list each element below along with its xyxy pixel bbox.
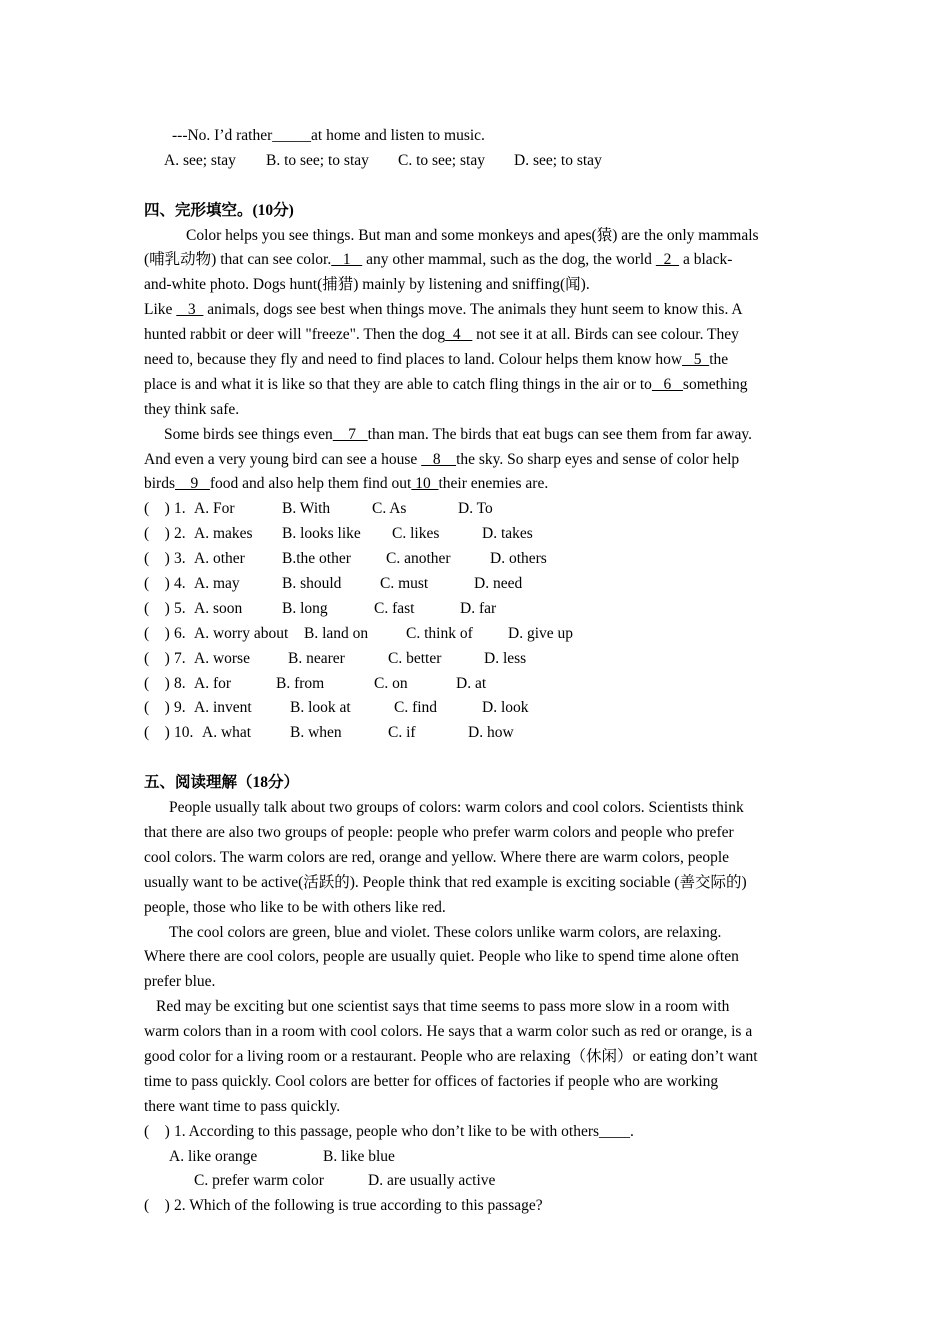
text-segment: Like (144, 301, 177, 319)
cloze-blank-8: 8 (421, 450, 457, 468)
reading-line: The cool colors are green, blue and violet. These colors unlike warm colors, are relaxing. (169, 923, 722, 941)
reading-line: People usually talk about two groups of colors: warm colors and cool colors. Scientists think (169, 799, 744, 817)
option-d: D. look (482, 699, 529, 717)
option-d: D. see; to stay (514, 151, 602, 169)
cloze-paragraph-1-line-2 (144, 248, 812, 273)
cloze-question-row (144, 721, 812, 746)
option-a: A. makes (194, 525, 253, 543)
reading-line: time to pass quickly. Cool colors are better for offices of factories if people who are working (144, 1072, 719, 1090)
option-b: B.the other (282, 550, 351, 568)
reading-line: people, those who like to be with others like red. (144, 898, 446, 916)
text-segment: their enemies are. (438, 475, 549, 493)
text-segment: food and also help them find out (209, 475, 412, 493)
reading-question-1 (144, 1120, 812, 1145)
text-segment: place is and what it is like so that they are able to catch fling things in the air or to (144, 375, 652, 393)
text-segment: birds (144, 475, 175, 493)
cloze-blank-3: 3 (176, 301, 204, 319)
question-number: 6. (174, 624, 186, 642)
text-segment: than man. The birds that eat bugs can see them from far away. (367, 425, 752, 443)
text-segment: (哺乳动物) that can see color. (144, 251, 332, 269)
option-d: D. at (456, 674, 487, 692)
answer-paren: ( ) (144, 624, 170, 642)
cloze-blank-9: 9 (175, 475, 210, 493)
option-b: B. should (282, 575, 342, 593)
option-d: D. far (460, 599, 497, 617)
cloze-question-row (144, 522, 812, 547)
reading-line: usually want to be active(活跃的). People think that red example is exciting sociable (善交际的) (144, 873, 747, 891)
option-d: D. give up (508, 624, 574, 642)
cloze-blank-6: 6 (651, 375, 683, 393)
answer-paren: ( ) (144, 550, 170, 568)
text-segment: need to, because they fly and need to find places to land. Colour helps them know how (144, 351, 683, 369)
text-segment: Color helps you see things. But man and some monkeys and apes(猿) are the only mammals (186, 226, 759, 244)
cloze-question-row (144, 497, 812, 522)
cloze-section-title: 四、完形填空。(10分) (144, 201, 294, 219)
text-segment: the (709, 351, 729, 369)
option-b: B. when (290, 724, 342, 742)
question-number: 9. (174, 699, 186, 717)
answer-paren: ( ) (144, 599, 170, 617)
option-a: A. worry about (194, 624, 289, 642)
reading-line: that there are also two groups of people: people who prefer warm colors and people who prefer (144, 823, 734, 841)
option-d: D. are usually active (368, 1172, 496, 1190)
answer-paren: ( ) (144, 649, 170, 667)
cloze-paragraph-2-line-5 (144, 398, 812, 423)
cloze-paragraph-2-line-2 (144, 323, 812, 348)
question-number: 8. (174, 674, 186, 692)
cloze-question-row (144, 672, 812, 697)
text-segment: Some birds see things even (164, 425, 333, 443)
text-segment: any other mammal, such as the dog, the world (362, 251, 656, 269)
question-number: 2. (174, 525, 186, 543)
question-number: 4. (174, 575, 186, 593)
answer-paren: ( ) (144, 724, 170, 742)
question-number: 10. (174, 724, 194, 742)
cloze-blank-10: 10 (411, 475, 439, 493)
option-c: C. As (372, 500, 407, 518)
option-a: A. what (202, 724, 252, 742)
cloze-blank-7: 7 (332, 425, 368, 443)
option-c: C. find (394, 699, 438, 717)
answer-paren: ( ) (144, 699, 170, 717)
option-c: C. on (374, 674, 408, 692)
reading-line: good color for a living room or a restaurant. People who are relaxing（休闲）or eating don’t want (144, 1047, 758, 1065)
cloze-question-row (144, 622, 812, 647)
reading-line: Red may be exciting but one scientist says that time seems to pass more slow in a room with (156, 998, 730, 1016)
option-c: C. prefer warm color (194, 1172, 324, 1190)
cloze-question-list (144, 497, 812, 746)
option-d: D. others (490, 550, 547, 568)
cloze-paragraph-3-line-2 (144, 448, 812, 473)
option-a: A. other (194, 550, 245, 568)
option-c: C. think of (406, 624, 473, 642)
reading-line: warm colors than in a room with cool colors. He says that a warm color such as red or orange, is a (144, 1023, 753, 1041)
cloze-paragraph-1-line-3 (144, 273, 812, 298)
answer-paren: ( ) (144, 575, 170, 593)
question-number: 5. (174, 599, 186, 617)
option-b: B. to see; to stay (266, 151, 369, 169)
cloze-question-row (144, 696, 812, 721)
option-d: D. less (484, 649, 527, 667)
option-c: C. must (380, 575, 429, 593)
text-segment: animals, dogs see best when things move. The animals they hunt seem to know this. A (203, 301, 743, 319)
option-d: D. need (474, 575, 523, 593)
question-number: 3. (174, 550, 186, 568)
cloze-question-row (144, 547, 812, 572)
text-segment: the sky. So sharp eyes and sense of color help (456, 450, 740, 468)
option-b: B. land on (304, 624, 369, 642)
option-c: C. fast (374, 599, 415, 617)
question-number: 7. (174, 649, 186, 667)
text-segment: And even a very young bird can see a house (144, 450, 422, 468)
answer-paren: ( ) (144, 674, 170, 692)
reading-line: there want time to pass quickly. (144, 1097, 341, 1115)
cloze-paragraph-3-line-3 (144, 472, 812, 497)
option-d: D. To (458, 500, 493, 518)
cloze-paragraph-2-line-1 (144, 298, 812, 323)
option-c: C. if (388, 724, 416, 742)
option-b: B. like blue (323, 1147, 395, 1165)
option-a: A. invent (194, 699, 252, 717)
option-a: A. see; stay (164, 151, 236, 169)
option-a: A. like orange (169, 1147, 258, 1165)
text-segment: a black- (679, 251, 733, 269)
option-b: B. looks like (282, 525, 361, 543)
answer-paren: ( ) (144, 500, 170, 518)
reply-before: ---No. I’d rather (172, 127, 273, 144)
option-a: A. may (194, 575, 240, 593)
text-segment: and-white photo. Dogs hunt(捕猎) mainly by listening and sniffing(闻). (144, 276, 590, 294)
text-segment: not see it at all. Birds can see colour. They (472, 326, 739, 344)
question-text: 2. Which of the following is true according to this passage? (174, 1197, 543, 1215)
cloze-question-row (144, 647, 812, 672)
cloze-blank-2: 2 (655, 251, 680, 269)
dialogue-reply (144, 124, 812, 149)
option-c: C. better (388, 649, 442, 667)
answer-paren: ( ) (144, 1122, 170, 1140)
cloze-paragraph-3-line-1 (144, 423, 812, 448)
cloze-question-row (144, 597, 812, 622)
option-d: D. takes (482, 525, 533, 543)
option-c: C. likes (392, 525, 440, 543)
reading-question-1-options-cd (144, 1169, 812, 1194)
text-segment: they think safe. (144, 400, 240, 418)
reading-question-1-options-ab (144, 1145, 812, 1170)
question-text: 1. According to this passage, people who don’t like to be with others____. (174, 1122, 634, 1140)
option-b: B. nearer (288, 649, 345, 667)
option-b: B. long (282, 599, 328, 617)
text-segment: something (682, 375, 748, 393)
cloze-blank-5: 5 (682, 351, 710, 369)
reading-line: Where there are cool colors, people are usually quiet. People who like to spend time alone often (144, 948, 739, 966)
cloze-question-row (144, 572, 812, 597)
text-segment: hunted rabbit or deer will "freeze". Then the dog (144, 326, 446, 344)
reading-question-2 (144, 1194, 812, 1219)
cloze-blank-1: 1 (331, 251, 363, 269)
cloze-paragraph-2-line-3 (144, 348, 812, 373)
answer-paren: ( ) (144, 525, 170, 543)
reading-line: prefer blue. (144, 973, 216, 991)
option-b: B. look at (290, 699, 351, 717)
option-a: A. For (194, 500, 235, 518)
question-number: 1. (174, 500, 186, 518)
option-b: B. With (282, 500, 331, 518)
cloze-paragraph-1-line-1 (144, 224, 812, 249)
option-b: B. from (276, 674, 325, 692)
option-a: A. for (194, 674, 232, 692)
reading-line: cool colors. The warm colors are red, orange and yellow. Where there are warm colors, people (144, 848, 730, 866)
option-d: D. how (468, 724, 514, 742)
option-a: A. worse (194, 649, 250, 667)
option-c: C. to see; stay (398, 151, 485, 169)
cloze-blank-4: 4 (445, 326, 473, 344)
previous-question-options (144, 149, 812, 174)
cloze-paragraph-2-line-4 (144, 373, 812, 398)
worksheet-page (144, 124, 812, 1219)
reply-blank: _____ (272, 127, 312, 144)
option-c: C. another (386, 550, 451, 568)
answer-paren: ( ) (144, 1197, 170, 1215)
reply-after: at home and listen to music. (311, 127, 485, 144)
option-a: A. soon (194, 599, 243, 617)
reading-section-title: 五、阅读理解（18分） (144, 774, 300, 792)
